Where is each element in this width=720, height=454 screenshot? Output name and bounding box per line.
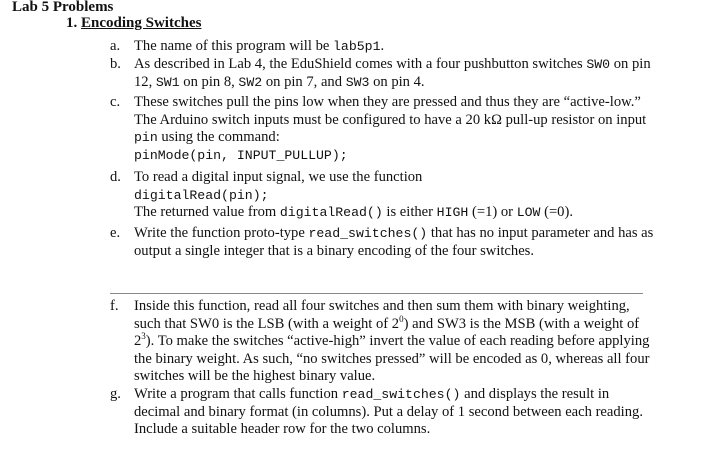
item-label: f. [110,298,119,314]
item-label: b. [110,56,121,72]
section-title: Encoding Switches [81,15,202,31]
list-item-a [110,38,700,56]
text-run: The name of this program will be [134,38,333,54]
text-run: is either [382,204,437,220]
text-run: (=0). [540,204,573,220]
list-item-c [110,94,700,164]
code-run: SW3 [345,74,370,90]
text-run: that has no input parameter and has as output a single integer that is a binary encoding of the four switches. [134,225,654,259]
text-run: on pin 4. [369,73,425,90]
code-run: SW2 [238,74,263,90]
text-run: The returned value from [134,204,280,220]
code-run: lab5p1 [333,39,381,54]
item-text [134,94,649,164]
text-run: ) and SW3 is the MSB (with a weight of 2 [134,315,640,349]
list-item-d [110,169,700,222]
list-item-f [110,298,700,386]
text-run: As described in Lab 4, the EduShield comes with a four pushbutton switches [134,56,587,72]
text-run: . [380,38,385,54]
list-item-b [110,56,700,91]
item-text [134,298,659,386]
item-text [134,56,664,91]
page-title: Lab 5 Problems [12,0,114,15]
section-heading [66,15,201,32]
text-run: ). To make the switches “active-high” invert the value of each reading before applying the binary weight. As such, “no switches pressed” will be encoded as 0, whereas all four switches will be the highest binary value. [134,333,650,384]
item-label: e. [110,225,121,241]
superscript: 3 [141,331,146,342]
section-number: 1. [66,15,78,31]
list-item-g [110,386,700,439]
text-run: on pin 12, [134,56,651,90]
superscript: 0 [399,313,404,324]
code-run: read_switches() [308,226,428,241]
code-line: pinMode(pin, INPUT_PULLUP); [134,147,348,163]
item-text [134,169,700,222]
code-run: pin [134,130,158,145]
code-run: SW0 [586,57,611,72]
list-item-e [110,225,700,260]
horizontal-divider [110,293,643,294]
item-text [134,38,700,56]
text-run: These switches pull the pins low when they are pressed and thus they are “active-low.” The Arduino switch inputs must be configured to have a 20 kΩ pull-up resistor on input [134,94,647,128]
code-run: read_switches() [341,387,461,402]
text-run: on pin 8, [179,73,239,90]
item-text [134,386,659,439]
item-label: g. [110,386,121,402]
text-run: Write the function proto-type [134,225,309,241]
text-run: To read a digital input signal, we use the function [134,169,423,185]
text-run: Write a program that calls function [134,386,342,402]
text-run: Inside this function, read all four switches and then sum them with binary weighting, such that SW0 is the LSB (with a weight of 2 [134,298,630,332]
code-run: digitalRead() [279,205,383,220]
code-run: LOW [516,205,541,220]
text-run: (=1) or [468,204,517,220]
code-run: HIGH [436,205,469,220]
code-run: SW1 [155,74,180,90]
item-label: d. [110,169,121,185]
text-run: on pin 7, and [262,73,346,90]
text-run: and displays the result in decimal and binary format (in columns). Put a delay of 1 second between each reading. Include a suitable header row for the two columns. [134,386,643,437]
code-line: digitalRead(pin); [134,187,269,203]
item-label: c. [110,94,121,110]
item-label: a. [110,38,121,54]
text-run: using the command: [157,129,280,145]
item-text [134,225,654,260]
